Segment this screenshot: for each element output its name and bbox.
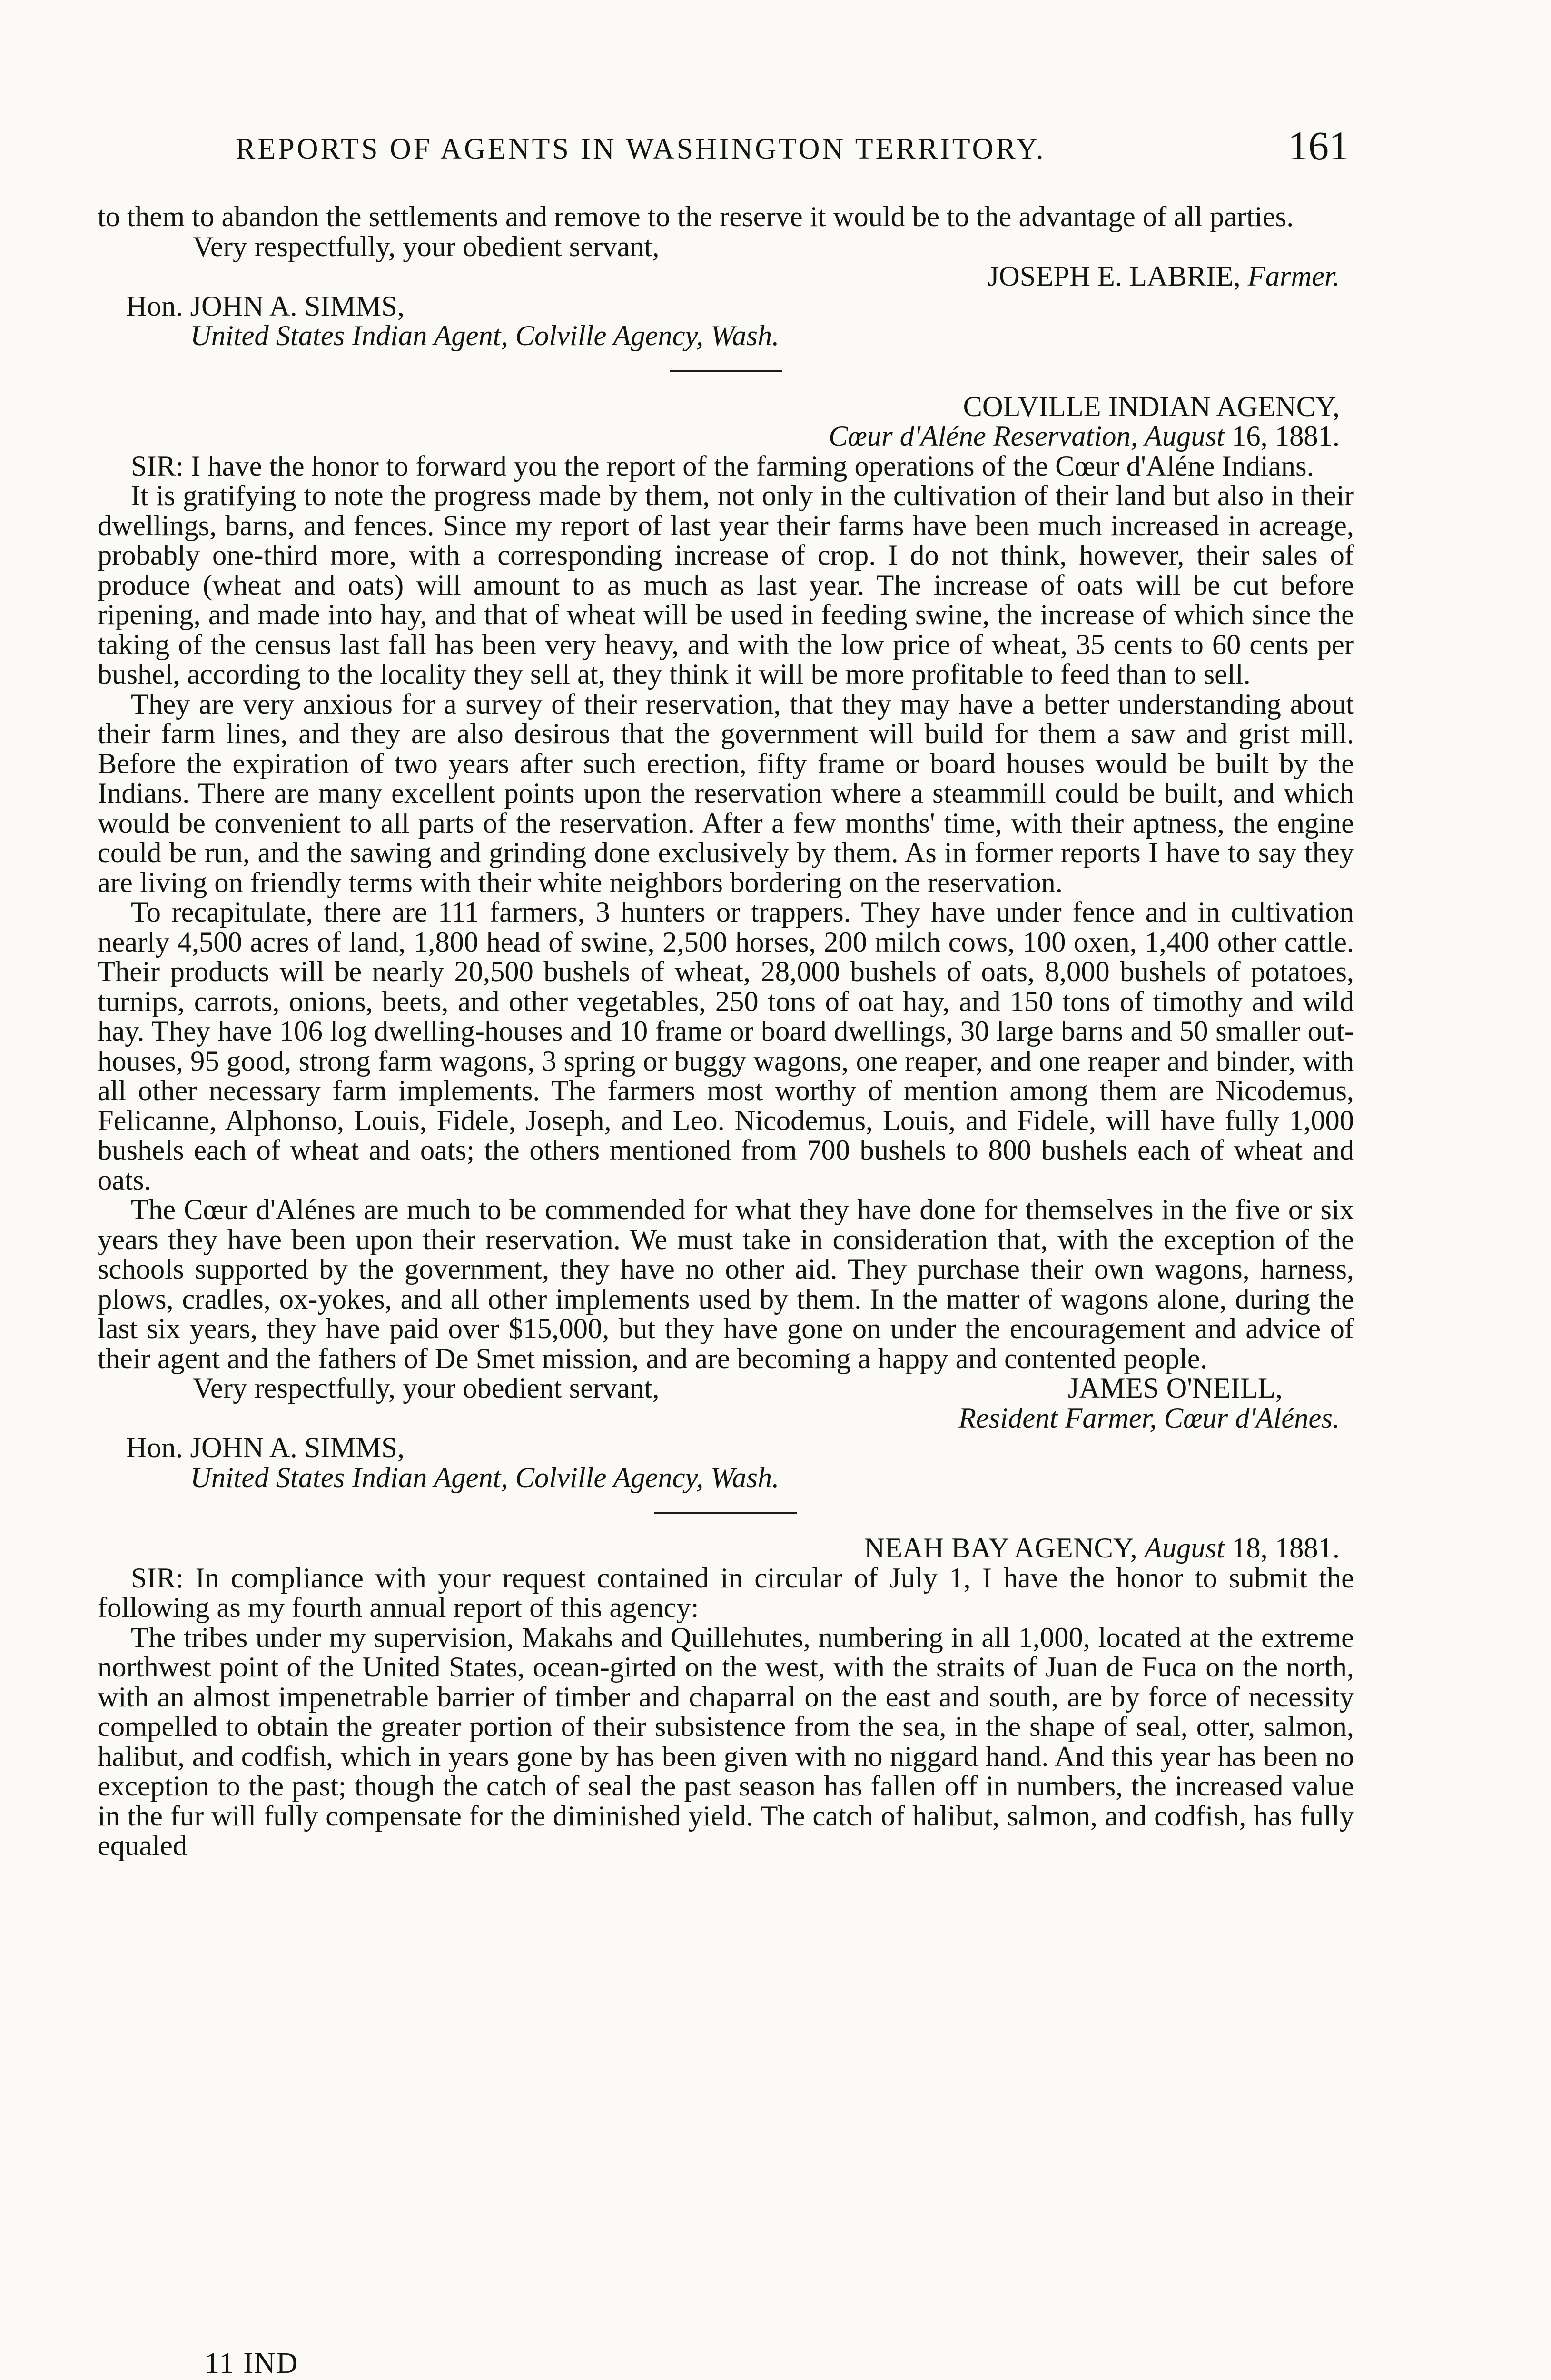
letter1-closing: Very respectfully, your obedient servant,: [193, 230, 660, 263]
letter3-p1-text: In compliance with your request contained in circular of July 1, I have the honor to submit the following as my fourth annual report of this agency:: [98, 1562, 1354, 1624]
letter1-continuation: to them to abandon the settlements and remove to the reserve it would be to the advantage of all parties.: [98, 201, 1294, 233]
letter2-paragraph-1: [98, 452, 1354, 482]
letter2-dateline-agency: COLVILLE INDIAN AGENCY,: [963, 390, 1340, 423]
letter3-paragraph-2: The tribes under my supervision, Makahs and Quillehutes, numbering in all 1,000, located at the extreme northwest point of the United States, ocean-girted on the west, with the straits of Juan de Fuca on the north, with an almost impenetrable barrier of timber and chaparral on the east and south, are by force of necessity compelled to obtain the greater portion of their subsistence from the sea, in the shape of seal, otter, salmon, halibut, and codfish, which in years gone by has been given with no niggard hand. And this year has been no exception to the past; though the catch of seal the past season has fallen off in numbers, the increased value in the fur will fully compensate for the diminished yield. The catch of halibut, salmon, and codfish, has fully equaled: [98, 1621, 1354, 1862]
running-head: REPORTS OF AGENTS IN WASHINGTON TERRITORY.: [236, 133, 1046, 165]
letter2-paragraph-3: They are very anxious for a survey of their reservation, that they may have a better understanding about their farm lines, and they are also desirous that the government will build for them a saw and grist mill. Before the expiration of two years after such erection, fifty frame or board houses would be built by the Indians. There are many excellent points upon the reservation where a steammill could be built, and which would be convenient to all parts of the reservation. After a few months' time, with their aptness, the engine could be run, and the sawing and grinding done exclusively by them. As in former reports I have to say they are living on friendly terms with their white neighbors bordering on the reservation.: [98, 688, 1354, 899]
letter3-dateline-place: NEAH BAY AGENCY,: [864, 1532, 1137, 1564]
letter3-salutation: SIR:: [131, 1562, 184, 1594]
letter1-signer: JOSEPH E. LABRIE,: [988, 260, 1241, 292]
letter2-signer-title: Resident Farmer, Cœur d'Alénes.: [958, 1402, 1340, 1434]
letter2-dateline-reservation: Cœur d'Aléne Reservation, August: [829, 420, 1225, 452]
letter3-dateline-month: August: [1144, 1532, 1225, 1564]
letter3-paragraph-1: [98, 1564, 1354, 1623]
page-number: 161: [1288, 123, 1349, 169]
letter2-p1-text: I have the honor to forward you the report of the farming operations of the Cœur d'Aléne Indians.: [191, 450, 1314, 482]
section-divider: [670, 370, 782, 372]
letter1-signature: [98, 262, 1354, 292]
section-divider: [654, 1512, 797, 1514]
letter1-addressee-title: United States Indian Agent, Colville Agency, Wash.: [190, 320, 780, 352]
letter3-dateline-date: 18, 1881.: [1225, 1532, 1340, 1564]
letter2-signer: JAMES O'NEILL,: [1067, 1372, 1283, 1404]
letter2-dateline-place: [98, 422, 1354, 452]
signature-mark: 11 IND: [205, 2347, 299, 2380]
running-header: [98, 118, 1354, 175]
letter2-addressee-title: United States Indian Agent, Colville Agency, Wash.: [190, 1461, 780, 1494]
letter2-paragraph-2: It is gratifying to note the progress made by them, not only in the cultivation of their land but also in their dwellings, barns, and fences. Since my report of last year their farms have been much increased in acreage, probably one-third more, with a corresponding increase of crop. I do not think, however, their sales of produce (wheat and oats) will amount to as much as last year. The increase of oats will be cut before ripening, and made into hay, and that of wheat will be used in feeding swine, the increase of which since the taking of the census last fall has been very heavy, and with the low price of wheat, 35 cents to 60 cents per bushel, according to the locality they sell at, they think it will be more profitable to feed than to sell.: [98, 480, 1354, 690]
letter3-dateline: [98, 1534, 1354, 1564]
letter1-addressee: Hon. JOHN A. SIMMS,: [126, 290, 405, 322]
letter2-paragraph-4: To recapitulate, there are 111 farmers, 3 hunters or trappers. They have under fence and in cultivation nearly 4,500 acres of land, 1,800 head of swine, 2,500 horses, 200 milch cows, 100 oxen, 1,400 other cattle. Their products will be nearly 20,500 bushels of wheat, 28,000 bushels of oats, 8,000 bushels of potatoes, turnips, carrots, onions, beets, and other vegetables, 250 tons of oat hay, and 150 tons of timothy and wild hay. They have 106 log dwelling-houses and 10 frame or board dwellings, 30 large barns and 50 smaller out-houses, 95 good, strong farm wagons, 3 spring or buggy wagons, one reaper, and one reaper and binder, with all other necessary farm implements. The farmers most worthy of mention among them are Nicodemus, Felicanne, Alphonso, Louis, Fidele, Joseph, and Leo. Nicodemus, Louis, and Fidele, will have fully 1,000 bushels each of wheat and oats; the others mentioned from 700 bushels to 800 bushels each of wheat and oats.: [98, 896, 1354, 1196]
letter2-signature-line: [98, 1374, 1354, 1404]
letter2-dateline-date: 16, 1881.: [1225, 420, 1340, 452]
letter2-salutation: SIR:: [131, 450, 184, 482]
letter2-closing: Very respectfully, your obedient servant,: [193, 1372, 660, 1404]
letter1-signer-title: Farmer.: [1247, 260, 1340, 292]
letter2-paragraph-5: The Cœur d'Alénes are much to be commended for what they have done for themselves in the five or six years they have been upon their reservation. We must take in consideration that, with the exception of the schools supported by the government, they have no other aid. They purchase their own wagons, harness, plows, cradles, ox-yokes, and all other implements used by them. In the matter of wagons alone, during the last six years, they have paid over $15,000, but they have gone on under the encouragement and advice of their agent and the fathers of De Smet mission, and are becoming a happy and contented people.: [98, 1194, 1354, 1375]
page-body: [98, 202, 1354, 1861]
letter2-addressee: Hon. JOHN A. SIMMS,: [126, 1432, 405, 1464]
